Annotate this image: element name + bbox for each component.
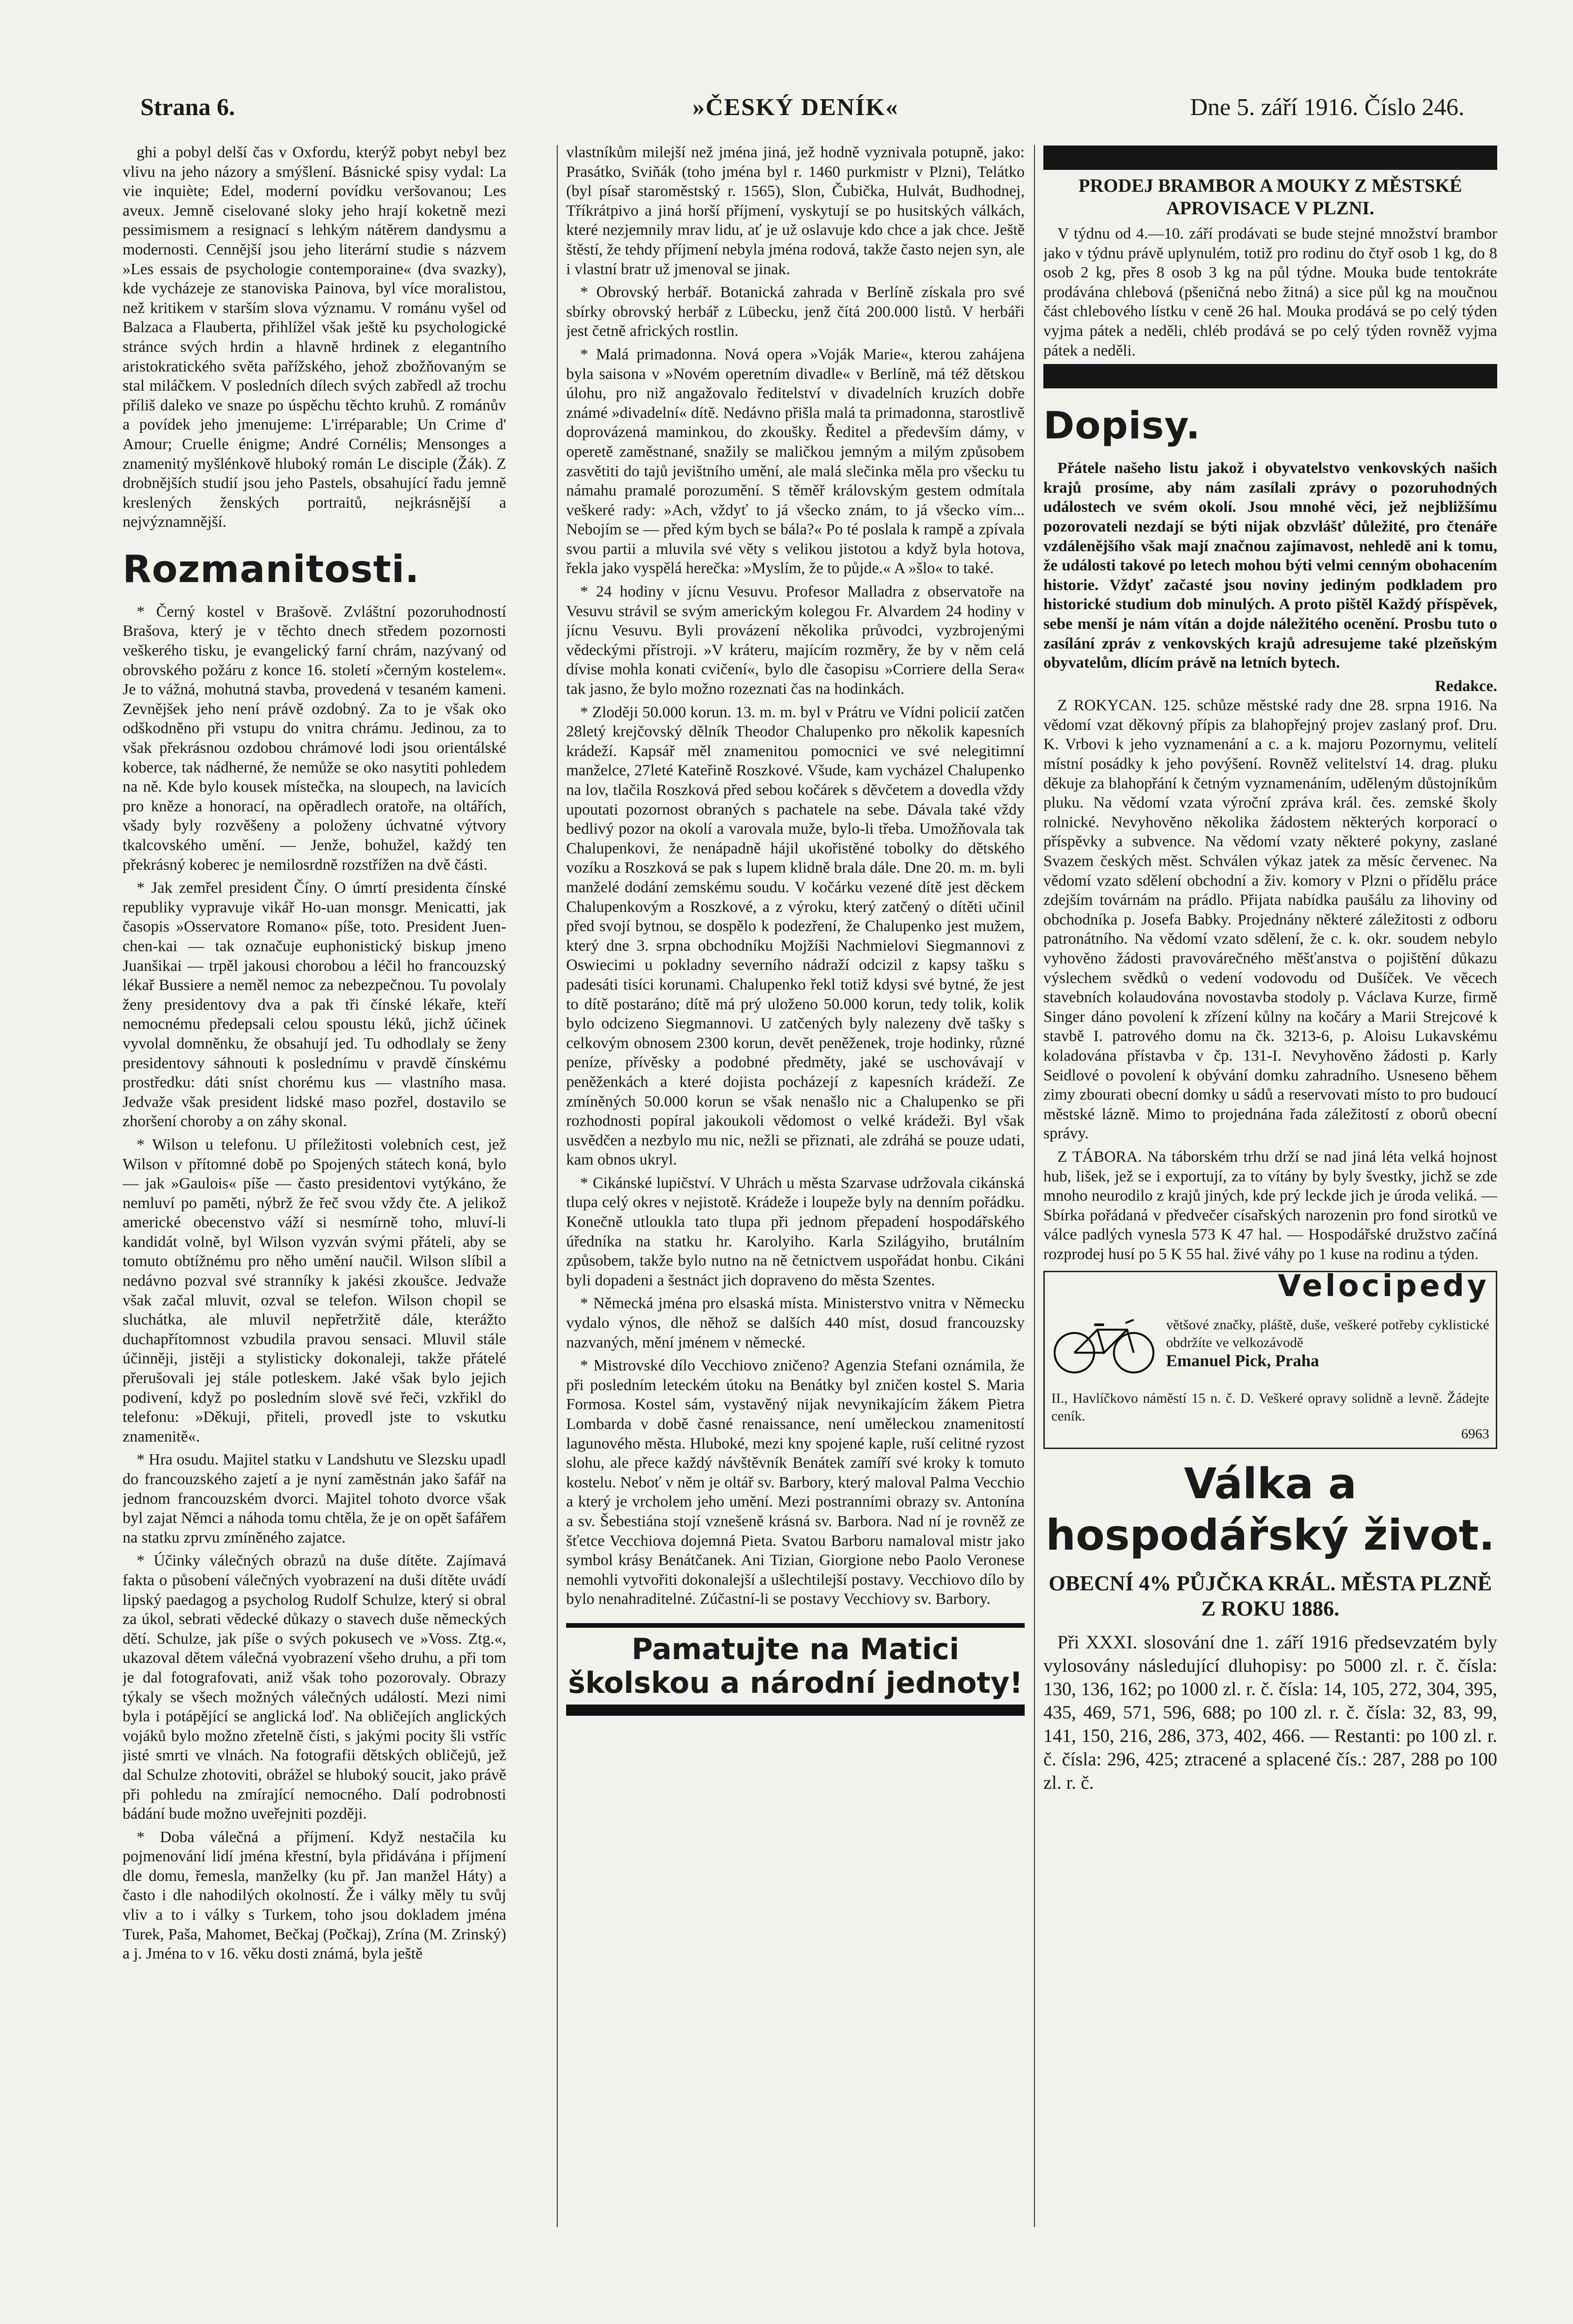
bicycle-advertisement — [1043, 1268, 1497, 1450]
article-gypsy-robbery: * Cikánské lupičství. V Uhrách u města Szarvase udržovala cikánská tlupa celý okres v nejistotě. Krádeže i loupeže byly na denním pořádku. Konečně utloukla tato tlupa při jednom přepadení hospodářského úředníka na statku hr. Karolyiho. Karla Szilágyiho, brutálním způsobem, takže bylo nutno na ně četnictvem uspořádat honbu. Cikáni byli dopadeni a šestnáct jich dopraveno do města Szentes. — [566, 1174, 1025, 1289]
bicycle-icon — [1051, 1296, 1157, 1390]
article-war-surnames: * Doba válečná a příjmení. Když nestačila ku pojmenování lidí jména křestní, byla přidávána i příjmení dle domu, řemesla, manželky (ku př. Jan manžel Háty) a často i dle nahodilých okolností. Že i války měly tu svůj vliv a to i války s Turkem, toho jsou dokladem jména Turek, Paša, Mahomet, Bečkaj (Počkaj), Zrína (M. Zrinský) a j. Jména to v 16. věku dosti známá, byla ještě — [123, 1828, 506, 1963]
column-1 — [123, 143, 506, 2239]
page-number: Strana 6. — [140, 94, 235, 121]
surnames-continuation: vlastníkům milejší než jména jiná, jež hodně vyznivala potupně, jako: Prasátko, Sviňák (toho jména byl r. 1460 purkmistr v Plzni), Telátko (byl písař staroměstský r. 1565), Slon, Čubička, Hulvát, Budhodnej, Tříkrátpivo a jiná horší příjmení, vyskytují se po husitských válkách, které nezjemnily mrav lidu, ať je už oslavuje kdo chce a jak chce. Ještě štěstí, že tehdy příjmení nebyla jména rodová, takže často nejen syn, ale i vlastní bratr už jmenoval se jinak. — [566, 144, 1025, 278]
page-header — [140, 94, 1464, 131]
masthead-title: »ČESKÝ DENÍK« — [692, 94, 899, 121]
issue-date: Dne 5. září 1916. Číslo 246. — [1190, 94, 1464, 121]
article-fate: * Hra osudu. Majitel statku v Landshutu ve Slezsku upadl do francouzského zajetí a je nyní zaměstnán jako šafář na jednom francouzském dvorci. Majitel tohoto dvorce však byl zajat Němci a náhoda tomu chtěla, že je on opět šafářem na statku zprvu zmíněného zajatce. — [123, 1451, 506, 1546]
bicycle-ad-text: většové značky, pláště, duše, veškeré potřeby cyklistické obdržíte ve velkozávodě — [1166, 1317, 1489, 1351]
bicycle-ad-title: Velocipedy — [1278, 1268, 1489, 1304]
article-war-pictures: * Účinky válečných obrazů na duše dítěte. Zajímavá fakta o působení válečných vyobrazení na duši dítěte uvádí lipský paedagog a psycholog Rudolf Schulze, který si obral za úkol, sebrati vědecké důkazy o stavech duše německých dětí. Schulze, jak píše o svých pokusech ve »Voss. Ztg.«, ukazoval dětem válečná vyobrazení všeho druhu, a při tom je dal fotografovati, aniž však toho pozorovaly. Obrazy týkaly se všech možných válečných událostí. Mezi nimi byla i potápějící se anglická loď. Na obličejích anglických vojáků bylo možno zřetelně čísti, s jakými pocity šli vstříc jisté smrti ve vlnách. Na fotografii dětských obličejů, jež dal Schulze zhotoviti, obrážel se hluboký soucit, jako právě při pohledu na zmírající nemocného. Dalí podrobnosti bádání bude možno uveřejniti později. — [123, 1552, 506, 1823]
bicycle-ad-address: II., Havlíčkovo náměstí 15 n. č. D. Veškeré opravy solidně a levně. Žádejte ceník. — [1051, 1391, 1489, 1424]
article-alsace-names: * Německá jména pro elsaská místa. Ministerstvo vnitra v Německu vydalo výnos, dle něhož se dalších 440 míst, dosud francouzsky nazvaných, mění jménem v německé. — [566, 1295, 1025, 1351]
rokycany-report: Z ROKYCAN. 125. schůze městské rady dne 28. srpna 1916. Na vědomí vzat děkovný přípis za blahopřejný projev zaslaný prof. Dru. K. Vrbovi k jeho vyznamenání a c. a k. majoru Pozornymu, velitelí místní posádky k jeho povýšení. Rovněž velitelství 14. drag. pluku děkuje za blahopřání k četným vyznamenáním, uděleným důstojníkům pluku. Na vědomí vzata výroční zpráva král. čes. zemské školy rolnické. Nevyhověno několika žádostem některých korporací o příspěvky a subvence. Na vědomí vzaty některé pokyny, zaslané Svazem českých měst. Schválen výkaz jatek za měsíc červenec. Na vědomí vzato sdělení obchodní a živ. komory v Plzni o přídělu práce zdejším továrnám na prádlo. Přijata nabídka paušálu za lihoviny od obchodníka p. Josefa Babky. Projednány některé záležitosti z odboru patronátního. Na vědomí vzato sdělení, že c. k. okr. soudem nebylo vyhověno žádosti pravovárečného měšťanstva o pojištění důkazu výslechem svědků o vedení vodovodu od Dušíček. Ve věcech stavebních kolaudována novostavba stodoly p. Václava Kurze, firmě Singer dáno povolení k zřízení kůlny na kočáry a Marii Strejcové k stavbě I. patrového domu na čk. 3213-6, p. Aloisu Lukavskému koladována přístavba v čp. 131-I. Nevyhověno žádosti p. Karly Seidlové o povolení k obývání domku zahradního. Usneseno během zimy zbourati obecní domky u sádů a reservovati místo to pro budoucí městské lázně. Mimo to projednána řada záležitostí z oborů obecní správy. — [1043, 697, 1497, 1143]
bicycle-ad-code: 6963 — [1461, 1426, 1489, 1442]
article-vesuvius: * 24 hodiny v jícnu Vesuvu. Profesor Malladra z observatoře na Vesuvu strávil se svým americkým kolegou Fr. Alvardem 24 hodiny v jícnu Vesuvu. Byli provázení několika průvodci, vyzbrojenými vědeckými přístroji. »V kráteru, majícím rozměry, že by v něm celá dívise mohla konati cvičení«, bylo dle časopisu »Corriere della Sera« tak jasno, že bylo možno rozeznati čas na hodinkách. — [566, 583, 1025, 698]
literary-intro: ghi a pobyl delší čas v Oxfordu, kterýž pobyt nebyl bez vlivu na jeho názory a smýšlení. Básnické spisy vydal: La vie inquiète; Edel, moderní povídku veršovanou; Les aveux. Jemně ciselované sloky jeho hrají koketně mezi pessimismem a resignací s lehkým nátěrem dandysmu a modernosti. Cennější jsou jeho literární studie s názvem »Les essais de psychologie contemporaine« (dva svazky), kde vycházeje ze stanoviska Painova, byl více moralistou, než kritikem v starším slova významu. V románu vyšel od Balzaca a Flauberta, přihlížel však ještě ku psychologické stránce svých hrdin a hlavně hrdinek z elegantního aristokratického světa pařížského, jehož zbožňovaným se stal miláčkem. V posledních dílech svých zabředl až trochu příliš daleko ve snaze po úspěchu těchto kruhů. Z románův a povídek jeho jmenujeme: L'irréparable; Un Crime d' Amour; Cruelle énigme; André Cornélis; Mensonges a znamenitý myšlénkově hluboký román Le disciple (Žák). Z drobnějších studií jsou jeho Pastels, obsahující řadu jemně kreslených ženských portraitů, nejkrásnější a nejvýznamnější. — [123, 144, 506, 531]
black-bar — [1043, 364, 1497, 388]
column-divider — [557, 145, 558, 2227]
article-wilson-telephone: * Wilson u telefonu. U příležitosti volebních cest, jež Wilson v přítomné době po Spojených státech koná, bylo — jak »Gaulois« píše — často presidentovi vytýkáno, že nemluví po paměti, nýbrž že řeč svou vždy čte. A jelikož americké obecenstvo váží si nesmírně toho, mluví-li kandidát volně, byl Wilson vyzván svými přáteli, aby se tomuto obtížnému pro něho umění naučil. Wilson slíbil a nedávno pozval své stranníky k jakési zkoušce. Jedvaže však začal mluvit, ozval se telefon. Wilson chopil se sluchátka, ale mluvil nepřetržitě dále, kterážto duchapřítomnost vzbudila pravou sensaci. Mluvil stále účinněji, jistěji a stylisticky dokonaleji, takže přátelé přerušovali jej stále potleskem. Jaké však bylo jejich podivení, když po posledním slově své řeči, vzkřikl do telefonu: »Děkuji, přiteli, provedl jste to vskutku znamenitě«. — [123, 1136, 506, 1445]
section-title-war-economy: Válka a hospodářský život. — [1046, 1459, 1495, 1560]
column-3 — [1043, 143, 1497, 2239]
article-herbarium: * Obrovský herbář. Botanická zahrada v Berlíně získala pro své sbírky obrovský herbář z Lübecku, jenž čítá 200.000 listů. V herbáři jest četně afrických rostlin. — [566, 284, 1025, 340]
article-china-president: * Jak zemřel president Číny. O úmrtí presidenta čínské republiky vypravuje vikář Ho-uan monsgr. Menicatti, jak časopis »Osservatore Romano« píše, toto. President Juen-chen-kai — tak označuje euphonistický biskup jmeno Juanšikai — trpěl jakousi chorobou a léčil ho francouzský lékař Bussiere a neměl nemoc za nebezpečnou. Tu povolaly ženy presidentovy dva a pak tři čínské lékaře, kteří nemocnému předepsali celou spoustu léků, jichž účinek vyvolal domněnku, že obsahují jed. Tu odhodlaly se ženy presidentovy sáhnouti k poslednímu v pravdě čínskému prostředku: dáti sníst chorému kus — vlastního masa. Jedvaže však president lidské maso pozřel, dostavilo se zhoršení choroby a on záhy skonal. — [123, 879, 506, 1130]
article-primadonna: * Malá primadonna. Nová opera »Voják Marie«, kterou zahájena byla saisona v »Novém operetním divadle« v Berlíně, má též dětskou úlohu, pro niž angažovalo ředitelství v divadelních kruzích dobře známé »divadelní« dítě. Nedávno přišla malá ta primadonna, starostlivě doprovázená maminkou, do zkoušky. Ředitel a především dámy, v operetě zaměstnané, snažily se maličkou jemným a milým způsobem zasvětiti do tajů jevištního umění, ale malá slečinka měla pro všecku tu námahu pramalé porozumění. S těměř královským gestem odmítala veškeré rady: »Ach, vždyť to já všecko znám, to já všecko vím... Nebojím se — před kým bych se bála?« Po té poslala k rampě a zpívala svou partii a mluvila své věty s velikou jistotou a když byla hotova, řekla jako vyspělá herečka: »Myslím, že to půjde.« A »šlo« to také. — [566, 345, 1025, 577]
section-title-rozmanitosti: Rozmanitosti. — [123, 547, 420, 591]
bicycle-ad-company: Emanuel Pick, Praha — [1166, 1351, 1319, 1370]
loan-text: Při XXXI. slosování dne 1. září 1916 předsevzatém byly vylosovány následující dluhopisy: po 5000 zl. r. č. čísla: 130, 136, 162; po 1000 zl. r. č. čísla: 14, 105, 272, 304, 395, 435, 469, 571, 596, 688; po 100 zl. r. č. čísla: 32, 83, 99, 141, 150, 216, 286, 373, 402, 466. — Restanti: po 100 zl. r. č. čísla: 296, 425; ztracené a splacené čís.: 287, 288 po 100 zl. r. č. — [1043, 1632, 1497, 1793]
tabor-report: Z TÁBORA. Na táborském trhu drží se nad jiná léta velká hojnost hub, lišek, jež se i exportují, za to vítány by byly švestky, jichž se zde mnoho neurodilo z krajů jiných, kde prý leckde jich je úroda veliká. — Sbírka pořádaná v předvečer císařských narozenin pro fond sirotků ve válce padlých vynesla 573 K 47 hal. — Hospodářské družstvo začíná rozprodej husí po 5 K 55 hal. živé váhy po 1 kuse na rodinu a týden. — [1043, 1148, 1497, 1263]
article-vecchio: * Mistrovské dílo Vecchiovo zničeno? Agenzia Stefani oznámila, že při posledním leteckém útoku na Benátky byl zničen kostel S. Maria Formosa. Kostel sám, vystavěný nijak nevynikajícím žákem Pietra Lombarda v době časné renaissance, není uměleckou znamenitostí lagunového města. Hluboké, mezi kny spojené kaple, ruší celitné ryzost slohu, ale přece každý návštěvník Benátek zamíří své kroky k tomuto kostelu. Neboť v něm je oltář sv. Barbory, který maloval Palma Vecchio a který je vrcholem jeho umění. Mezi postranními obrazy sv. Antonína a sv. Šebestiána stojí vznešeně krásná sv. Barbora. Nad ní je rovněž ze šťetce Vecchiova dojemná Pieta. Svatou Barboru namaloval mistr jako symbol krásy Benátčanek. Ani Tizian, Giorgione nebo Paolo Veronese nemohli vytvořiti dokonalejší a ušlechtilejší postavy. Vecchiovo dílo by bylo nenahraditelné. Zúčastní-li se postavy Vecchiovy sv. Barbory. — [566, 1357, 1025, 1608]
article-thieves: * Zloději 50.000 korun. 13. m. m. byl v Prátru ve Vídni policií zatčen 28letý krejčovský dělník Theodor Chalupenko pro několik kapesních krádeží. Kapsář měl znamenitou pomocnici ve své nelegitimní manželce, 27leté Kateřině Roszkové. Všude, kam vycházel Chalupenko na lov, tlačila Roszková před sebou kočárek s děvčetem a dovedla vždy upoutati pozornost obraných s pachatele na sebe. Dávala také vždy bedlivý pozor na okolí a varovala muže, bylo-li třeba. Umožňovala tak Chalupenkovi, že nenápadně hájil ukořistěné tobolky do dětského vozíku a Roszková se pak s lupem klidně brala dále. Dne 20. m. m. byli manželé dodání zemskému soudu. V kočárku vezené dítě jest děckem Chalupenkovým a Roszkové, a z výroku, který zatčený o dítěti učinil před svojí bytnou, se dospělo k podezření, že Chalupenko jest mužem, který dne 3. srpna obchodníku Mojžíši Nachmielovi Siegmannovi z Oswiecimi u pokladny severního nádraží odcizil z kapsy tašku s padesáti tisíci korunami. Chalupenko řekl totiž kdysi své bytné, že jest to dítě postaráno; dítě má prý uloženo 50.000 korun, tedy tolik, kolik bylo odcizeno Siegmannovi. U zatčených byly nalezeny dvě tašky s celkovým obnosem 2300 korun, devět peněženek, troje hodinky, různé peníze, přívěsky a podobné předměty, jaké se uschovávají v peněženkách a které dojista pocházejí z kapesních krádeží. Ze zmíněných 50.000 korun se však nenašlo nic a Chalupenko se při rozhodnosti popíral jakoukoli vědomost o velké krádeži. Byl však usvědčen a nezbylo mu nic, nežli se přiznati, ale zdráhá se pouze udati, kam obnos ukryl. — [566, 703, 1025, 1169]
loan-title: OBECNÍ 4% PŮJČKA KRÁL. MĚSTA PLZNĚ Z ROKU 1886. — [1049, 1571, 1492, 1621]
black-bar — [1043, 146, 1497, 170]
aprovisace-title: PRODEJ BRAMBOR A MOUKY Z MĚSTSKÉ APROVISACE V PLZNI. — [1078, 175, 1462, 219]
column-2 — [566, 143, 1025, 2239]
aprovisace-text: V týdnu od 4.—10. září prodávati se bude stejné množství brambor jako v týdnu právě uplynulém, totiž pro rodinu do čtyř osob 1 kg, do 8 osob 2 kg, přes 8 osob 3 kg na půl týdne. Mouka bude tentokráte prodávána chlebová (pšeničná nebo žitná) a sice půl kg na moučnou část chlebového lístku v ceně 26 hal. Mouka prodává se po celý týden vyjma pátek a neděli, chléb prodává se po celý týden rovněž vyjma pátek a neděli. — [1043, 225, 1497, 359]
section-title-dopisy: Dopisy. — [1043, 404, 1201, 448]
dopisy-signature: Redakce. — [1435, 677, 1497, 695]
article-black-church: * Černý kostel v Brašově. Zvláštní pozoruhodností Brašova, který je v těchto dnech středem pozornosti veškerého tisku, je evangelický farní chrám, nazývaný od obrovského požáru z konce 16. století »černým kostelem«. Je to vážná, mohutná stavba, provedená v tesaném kameni. Zevnějšek jeho není právě ozdobný. Za to je však oko odškodněno při vstupu do vnitra chrámu. Jedinou, za to však překrásnou ozdobou chrámové lodi jsou orientálské koberce, tak nádherné, že nemůže se oko nasytiti pohledem na ně. Kde bylo kousek místečka, na sloupech, na lavicích pro kněze a honorací, na opěradlech oratoře, na oltářích, všady byly rozvěšeny a položeny úchvatné výtvory tkalcovského umění. — Jenže, bohužel, každý ten překrásný koberec je nemilosrdně rozstřížen na dvě části. — [123, 603, 506, 874]
column-divider — [1034, 145, 1035, 2227]
matice-banner: Pamatujte na Matici školskou a národní jednoty! — [566, 1623, 1025, 1716]
dopisy-text: Přátele našeho listu jakož i obyvatelstvo venkovských našich krajů prosíme, aby nám zasílali zprávy o pozoruhodných událostech ve svém okolí. Jsou mnohé věci, jež nejbližšímu pozorovateli nezdají se býti nijak obzvlášť důležité, pro čtenáře vzdálenějšího však mají značnou zajímavost, nehledě ani k tomu, že události takové po letech mohou býti velmi cenným obohacením historie. Vždyť začasté jsou noviny jediným podkladem pro historické studium dob minulých. A proto pištěl Každý příspěvek, sebe menší je nám vítán a dojde náležitého ocenění. Prosbu tuto o zasílání zpráv z venkovských krajů adresujeme také plzeňským obyvatelům, dlícím právě na letních bytech. — [1043, 459, 1497, 672]
